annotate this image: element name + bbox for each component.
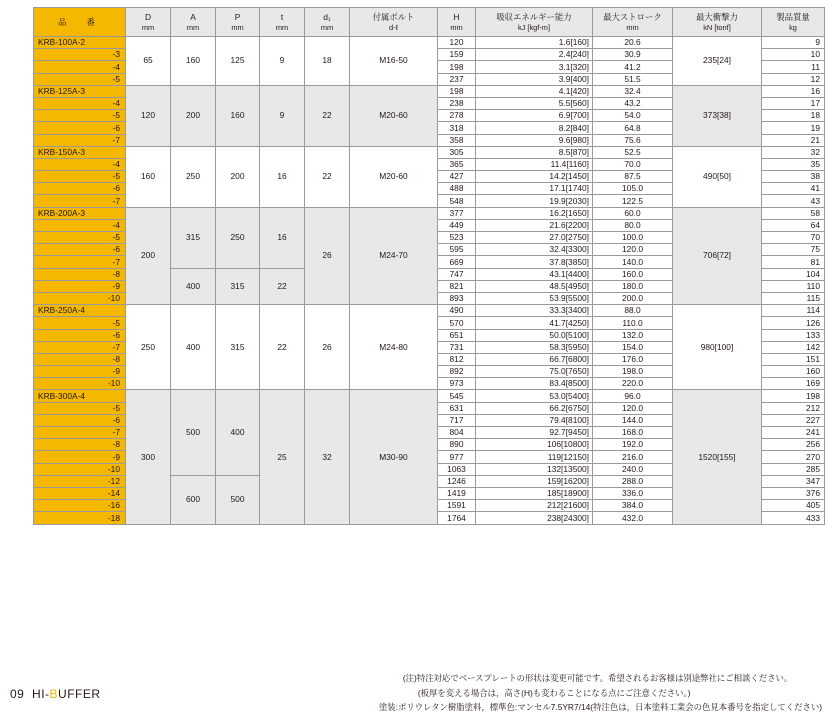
stroke-cell: 220.0 bbox=[593, 378, 673, 390]
h-cell: 1063 bbox=[438, 463, 476, 475]
bolt-cell: M20-60 bbox=[350, 146, 438, 207]
d1-cell: 26 bbox=[305, 305, 350, 390]
mass-cell: 198 bbox=[762, 390, 825, 402]
energy-cell: 106[10800] bbox=[476, 439, 593, 451]
t-cell: 16 bbox=[260, 146, 305, 207]
mass-cell: 9 bbox=[762, 37, 825, 49]
mass-cell: 285 bbox=[762, 463, 825, 475]
header-row bbox=[34, 8, 825, 37]
h-cell: 1246 bbox=[438, 475, 476, 487]
energy-cell: 238[24300] bbox=[476, 512, 593, 524]
mass-cell: 11 bbox=[762, 61, 825, 73]
stroke-cell: 132.0 bbox=[593, 329, 673, 341]
energy-cell: 9.6[980] bbox=[476, 134, 593, 146]
h-cell: 669 bbox=[438, 256, 476, 268]
h-cell: 717 bbox=[438, 414, 476, 426]
header-mass: 製品質量 kg bbox=[762, 8, 825, 37]
energy-cell: 58.3[5950] bbox=[476, 341, 593, 353]
h-cell: 488 bbox=[438, 183, 476, 195]
energy-cell: 27.0[2750] bbox=[476, 232, 593, 244]
h-cell: 731 bbox=[438, 341, 476, 353]
stroke-cell: 41.2 bbox=[593, 61, 673, 73]
brand-suffix: UFFER bbox=[58, 687, 101, 701]
bolt-cell: M20-60 bbox=[350, 85, 438, 146]
h-cell: 892 bbox=[438, 366, 476, 378]
stroke-cell: 75.6 bbox=[593, 134, 673, 146]
mass-cell: 256 bbox=[762, 439, 825, 451]
stroke-cell: 52.5 bbox=[593, 146, 673, 158]
mass-cell: 110 bbox=[762, 280, 825, 292]
h-cell: 1764 bbox=[438, 512, 476, 524]
stroke-cell: 105.0 bbox=[593, 183, 673, 195]
model-cell: -7 bbox=[34, 134, 126, 146]
model-cell: -6 bbox=[34, 244, 126, 256]
model-cell: -9 bbox=[34, 280, 126, 292]
header-d1: d₁ mm bbox=[305, 8, 350, 37]
table-row bbox=[34, 207, 825, 219]
force-cell: 235[24] bbox=[673, 37, 762, 86]
stroke-cell: 198.0 bbox=[593, 366, 673, 378]
t-cell: 22 bbox=[260, 268, 305, 305]
h-cell: 821 bbox=[438, 280, 476, 292]
stroke-cell: 70.0 bbox=[593, 158, 673, 170]
energy-cell: 43.1[4400] bbox=[476, 268, 593, 280]
mass-cell: 241 bbox=[762, 427, 825, 439]
bolt-cell: M30-90 bbox=[350, 390, 438, 524]
force-cell: 373[38] bbox=[673, 85, 762, 146]
stroke-cell: 216.0 bbox=[593, 451, 673, 463]
h-cell: 545 bbox=[438, 390, 476, 402]
model-cell: -9 bbox=[34, 451, 126, 463]
model-cell: -6 bbox=[34, 414, 126, 426]
mass-cell: 81 bbox=[762, 256, 825, 268]
table-row bbox=[34, 37, 825, 49]
h-cell: 570 bbox=[438, 317, 476, 329]
stroke-cell: 54.0 bbox=[593, 110, 673, 122]
mass-cell: 169 bbox=[762, 378, 825, 390]
h-cell: 318 bbox=[438, 122, 476, 134]
stroke-cell: 20.6 bbox=[593, 37, 673, 49]
model-cell: -5 bbox=[34, 317, 126, 329]
stroke-cell: 80.0 bbox=[593, 219, 673, 231]
energy-cell: 50.0[5100] bbox=[476, 329, 593, 341]
header-force: 最大衝撃力 kN [tonf] bbox=[673, 8, 762, 37]
energy-cell: 5.5[560] bbox=[476, 97, 593, 109]
d1-cell: 22 bbox=[305, 146, 350, 207]
model-cell: -6 bbox=[34, 122, 126, 134]
mass-cell: 32 bbox=[762, 146, 825, 158]
d1-cell: 18 bbox=[305, 37, 350, 86]
mass-cell: 433 bbox=[762, 512, 825, 524]
a-cell: 500 bbox=[171, 390, 216, 475]
h-cell: 523 bbox=[438, 232, 476, 244]
stroke-cell: 240.0 bbox=[593, 463, 673, 475]
force-cell: 980[100] bbox=[673, 305, 762, 390]
energy-cell: 92.7[9450] bbox=[476, 427, 593, 439]
h-cell: 365 bbox=[438, 158, 476, 170]
energy-cell: 8.2[840] bbox=[476, 122, 593, 134]
mass-cell: 75 bbox=[762, 244, 825, 256]
energy-cell: 83.4[8500] bbox=[476, 378, 593, 390]
notes bbox=[379, 671, 822, 714]
h-cell: 120 bbox=[438, 37, 476, 49]
footer-brand bbox=[10, 687, 101, 701]
note-coating: 塗装:ポリウレタン樹脂塗料，標準色:マンセル7.5YR7/14(特注色は，日本塗料工業会の色見本番号を指定してください) bbox=[378, 702, 822, 712]
energy-cell: 19.9[2030] bbox=[476, 195, 593, 207]
mass-cell: 35 bbox=[762, 158, 825, 170]
stroke-cell: 384.0 bbox=[593, 500, 673, 512]
model-cell: -4 bbox=[34, 61, 126, 73]
d1-cell: 32 bbox=[305, 390, 350, 524]
d1-cell: 22 bbox=[305, 85, 350, 146]
header-t: t mm bbox=[260, 8, 305, 37]
stroke-cell: 64.8 bbox=[593, 122, 673, 134]
mass-cell: 142 bbox=[762, 341, 825, 353]
model-cell: -14 bbox=[34, 487, 126, 499]
brand-prefix: HI- bbox=[32, 687, 50, 701]
h-cell: 973 bbox=[438, 378, 476, 390]
energy-cell: 8.5[870] bbox=[476, 146, 593, 158]
energy-cell: 17.1[1740] bbox=[476, 183, 593, 195]
header-bolt: 付属ボルト d-ℓ bbox=[350, 8, 438, 37]
model-cell: -5 bbox=[34, 73, 126, 85]
energy-cell: 21.6[2200] bbox=[476, 219, 593, 231]
h-cell: 278 bbox=[438, 110, 476, 122]
spec-table bbox=[33, 7, 825, 525]
model-cell: -10 bbox=[34, 292, 126, 304]
model-cell: -12 bbox=[34, 475, 126, 487]
d-cell: 300 bbox=[126, 390, 171, 524]
energy-cell: 1.6[160] bbox=[476, 37, 593, 49]
model-cell: -5 bbox=[34, 171, 126, 183]
h-cell: 358 bbox=[438, 134, 476, 146]
energy-cell: 6.9[700] bbox=[476, 110, 593, 122]
energy-cell: 212[21600] bbox=[476, 500, 593, 512]
model-cell: -8 bbox=[34, 439, 126, 451]
model-cell: -16 bbox=[34, 500, 126, 512]
stroke-cell: 168.0 bbox=[593, 427, 673, 439]
stroke-cell: 144.0 bbox=[593, 414, 673, 426]
mass-cell: 376 bbox=[762, 487, 825, 499]
d-cell: 120 bbox=[126, 85, 171, 146]
note-special-order: (注)特注対応でベースプレートの形状は変更可能です。希望されるお客様は別途弊社にご相談ください。 bbox=[402, 673, 793, 683]
h-cell: 198 bbox=[438, 61, 476, 73]
energy-cell: 2.4[240] bbox=[476, 49, 593, 61]
d-cell: 250 bbox=[126, 305, 171, 390]
model-cell: -3 bbox=[34, 49, 126, 61]
stroke-cell: 336.0 bbox=[593, 487, 673, 499]
header-model: 品 番 bbox=[34, 8, 126, 37]
t-cell: 9 bbox=[260, 85, 305, 146]
p-cell: 315 bbox=[216, 268, 260, 305]
h-cell: 812 bbox=[438, 353, 476, 365]
model-cell: -6 bbox=[34, 329, 126, 341]
h-cell: 238 bbox=[438, 97, 476, 109]
stroke-cell: 51.5 bbox=[593, 73, 673, 85]
h-cell: 427 bbox=[438, 171, 476, 183]
mass-cell: 58 bbox=[762, 207, 825, 219]
t-cell: 16 bbox=[260, 207, 305, 268]
energy-cell: 3.1[320] bbox=[476, 61, 593, 73]
h-cell: 377 bbox=[438, 207, 476, 219]
mass-cell: 70 bbox=[762, 232, 825, 244]
a-cell: 315 bbox=[171, 207, 216, 268]
h-cell: 890 bbox=[438, 439, 476, 451]
brand-accent: B bbox=[49, 687, 59, 701]
mass-cell: 38 bbox=[762, 171, 825, 183]
stroke-cell: 87.5 bbox=[593, 171, 673, 183]
mass-cell: 115 bbox=[762, 292, 825, 304]
h-cell: 159 bbox=[438, 49, 476, 61]
d-cell: 65 bbox=[126, 37, 171, 86]
stroke-cell: 88.0 bbox=[593, 305, 673, 317]
p-cell: 315 bbox=[216, 305, 260, 390]
p-cell: 200 bbox=[216, 146, 260, 207]
h-cell: 631 bbox=[438, 402, 476, 414]
energy-cell: 4.1[420] bbox=[476, 85, 593, 97]
mass-cell: 151 bbox=[762, 353, 825, 365]
a-cell: 160 bbox=[171, 37, 216, 86]
model-cell: -4 bbox=[34, 158, 126, 170]
stroke-cell: 140.0 bbox=[593, 256, 673, 268]
h-cell: 1591 bbox=[438, 500, 476, 512]
bolt-cell: M24-80 bbox=[350, 305, 438, 390]
force-cell: 1520[155] bbox=[673, 390, 762, 524]
stroke-cell: 30.9 bbox=[593, 49, 673, 61]
model-cell: -8 bbox=[34, 268, 126, 280]
mass-cell: 64 bbox=[762, 219, 825, 231]
a-cell: 400 bbox=[171, 305, 216, 390]
energy-cell: 14.2[1450] bbox=[476, 171, 593, 183]
header-stroke: 最大ストローク mm bbox=[593, 8, 673, 37]
p-cell: 125 bbox=[216, 37, 260, 86]
h-cell: 804 bbox=[438, 427, 476, 439]
h-cell: 198 bbox=[438, 85, 476, 97]
model-cell: -10 bbox=[34, 378, 126, 390]
p-cell: 400 bbox=[216, 390, 260, 475]
a-cell: 400 bbox=[171, 268, 216, 305]
mass-cell: 347 bbox=[762, 475, 825, 487]
stroke-cell: 60.0 bbox=[593, 207, 673, 219]
a-cell: 200 bbox=[171, 85, 216, 146]
h-cell: 490 bbox=[438, 305, 476, 317]
bolt-cell: M24-70 bbox=[350, 207, 438, 305]
stroke-cell: 432.0 bbox=[593, 512, 673, 524]
header-a: A mm bbox=[171, 8, 216, 37]
model-cell: -6 bbox=[34, 183, 126, 195]
model-cell: KRB-150A-3 bbox=[34, 146, 126, 158]
mass-cell: 12 bbox=[762, 73, 825, 85]
model-cell: -7 bbox=[34, 256, 126, 268]
model-cell: KRB-200A-3 bbox=[34, 207, 126, 219]
energy-cell: 53.0[5400] bbox=[476, 390, 593, 402]
p-cell: 250 bbox=[216, 207, 260, 268]
mass-cell: 227 bbox=[762, 414, 825, 426]
energy-cell: 66.7[6800] bbox=[476, 353, 593, 365]
energy-cell: 119[12150] bbox=[476, 451, 593, 463]
h-cell: 651 bbox=[438, 329, 476, 341]
energy-cell: 33.3[3400] bbox=[476, 305, 593, 317]
h-cell: 747 bbox=[438, 268, 476, 280]
mass-cell: 43 bbox=[762, 195, 825, 207]
energy-cell: 159[16200] bbox=[476, 475, 593, 487]
force-cell: 490[50] bbox=[673, 146, 762, 207]
energy-cell: 16.2[1650] bbox=[476, 207, 593, 219]
stroke-cell: 110.0 bbox=[593, 317, 673, 329]
mass-cell: 212 bbox=[762, 402, 825, 414]
t-cell: 9 bbox=[260, 37, 305, 86]
energy-cell: 11.4[1160] bbox=[476, 158, 593, 170]
a-cell: 600 bbox=[171, 475, 216, 524]
energy-cell: 41.7[4250] bbox=[476, 317, 593, 329]
mass-cell: 405 bbox=[762, 500, 825, 512]
a-cell: 250 bbox=[171, 146, 216, 207]
table-row bbox=[34, 305, 825, 317]
h-cell: 305 bbox=[438, 146, 476, 158]
table-row bbox=[34, 390, 825, 402]
d-cell: 160 bbox=[126, 146, 171, 207]
table-row bbox=[34, 146, 825, 158]
h-cell: 237 bbox=[438, 73, 476, 85]
mass-cell: 10 bbox=[762, 49, 825, 61]
d1-cell: 26 bbox=[305, 207, 350, 305]
stroke-cell: 192.0 bbox=[593, 439, 673, 451]
energy-cell: 79.4[8100] bbox=[476, 414, 593, 426]
header-p: P mm bbox=[216, 8, 260, 37]
stroke-cell: 180.0 bbox=[593, 280, 673, 292]
mass-cell: 270 bbox=[762, 451, 825, 463]
stroke-cell: 32.4 bbox=[593, 85, 673, 97]
mass-cell: 133 bbox=[762, 329, 825, 341]
h-cell: 595 bbox=[438, 244, 476, 256]
model-cell: -8 bbox=[34, 353, 126, 365]
stroke-cell: 288.0 bbox=[593, 475, 673, 487]
mass-cell: 19 bbox=[762, 122, 825, 134]
model-cell: -5 bbox=[34, 232, 126, 244]
stroke-cell: 43.2 bbox=[593, 97, 673, 109]
model-cell: KRB-100A-2 bbox=[34, 37, 126, 49]
h-cell: 1419 bbox=[438, 487, 476, 499]
stroke-cell: 160.0 bbox=[593, 268, 673, 280]
h-cell: 977 bbox=[438, 451, 476, 463]
model-cell: -5 bbox=[34, 402, 126, 414]
energy-cell: 3.9[400] bbox=[476, 73, 593, 85]
h-cell: 893 bbox=[438, 292, 476, 304]
page-number: 09 bbox=[10, 687, 25, 701]
model-cell: -18 bbox=[34, 512, 126, 524]
mass-cell: 114 bbox=[762, 305, 825, 317]
mass-cell: 17 bbox=[762, 97, 825, 109]
model-cell: KRB-300A-4 bbox=[34, 390, 126, 402]
h-cell: 548 bbox=[438, 195, 476, 207]
mass-cell: 104 bbox=[762, 268, 825, 280]
stroke-cell: 120.0 bbox=[593, 244, 673, 256]
stroke-cell: 120.0 bbox=[593, 402, 673, 414]
note-thickness: (板厚を変える場合は，高さ(H)も変わることになる点にご注意ください。) bbox=[417, 687, 691, 698]
model-cell: -10 bbox=[34, 463, 126, 475]
mass-cell: 126 bbox=[762, 317, 825, 329]
energy-cell: 37.8[3850] bbox=[476, 256, 593, 268]
mass-cell: 41 bbox=[762, 183, 825, 195]
t-cell: 22 bbox=[260, 305, 305, 390]
mass-cell: 160 bbox=[762, 366, 825, 378]
spec-body bbox=[34, 37, 825, 525]
header-d: D mm bbox=[126, 8, 171, 37]
header-energy: 吸収エネルギー能力 kJ [kgf-m] bbox=[476, 8, 593, 37]
p-cell: 500 bbox=[216, 475, 260, 524]
h-cell: 449 bbox=[438, 219, 476, 231]
stroke-cell: 100.0 bbox=[593, 232, 673, 244]
energy-cell: 132[13500] bbox=[476, 463, 593, 475]
stroke-cell: 154.0 bbox=[593, 341, 673, 353]
model-cell: -7 bbox=[34, 427, 126, 439]
force-cell: 706[72] bbox=[673, 207, 762, 305]
model-cell: KRB-125A-3 bbox=[34, 85, 126, 97]
d-cell: 200 bbox=[126, 207, 171, 305]
t-cell: 25 bbox=[260, 390, 305, 524]
mass-cell: 21 bbox=[762, 134, 825, 146]
energy-cell: 53.9[5500] bbox=[476, 292, 593, 304]
stroke-cell: 122.5 bbox=[593, 195, 673, 207]
stroke-cell: 96.0 bbox=[593, 390, 673, 402]
p-cell: 160 bbox=[216, 85, 260, 146]
model-cell: -9 bbox=[34, 366, 126, 378]
model-cell: -7 bbox=[34, 195, 126, 207]
mass-cell: 18 bbox=[762, 110, 825, 122]
mass-cell: 16 bbox=[762, 85, 825, 97]
model-cell: -4 bbox=[34, 97, 126, 109]
energy-cell: 48.5[4950] bbox=[476, 280, 593, 292]
header-h: H mm bbox=[438, 8, 476, 37]
stroke-cell: 200.0 bbox=[593, 292, 673, 304]
table-row bbox=[34, 85, 825, 97]
model-cell: -7 bbox=[34, 341, 126, 353]
energy-cell: 185[18900] bbox=[476, 487, 593, 499]
model-cell: KRB-250A-4 bbox=[34, 305, 126, 317]
bolt-cell: M16-50 bbox=[350, 37, 438, 86]
stroke-cell: 176.0 bbox=[593, 353, 673, 365]
model-cell: -5 bbox=[34, 110, 126, 122]
energy-cell: 75.0[7650] bbox=[476, 366, 593, 378]
model-cell: -4 bbox=[34, 219, 126, 231]
energy-cell: 32.4[3300] bbox=[476, 244, 593, 256]
energy-cell: 66.2[6750] bbox=[476, 402, 593, 414]
